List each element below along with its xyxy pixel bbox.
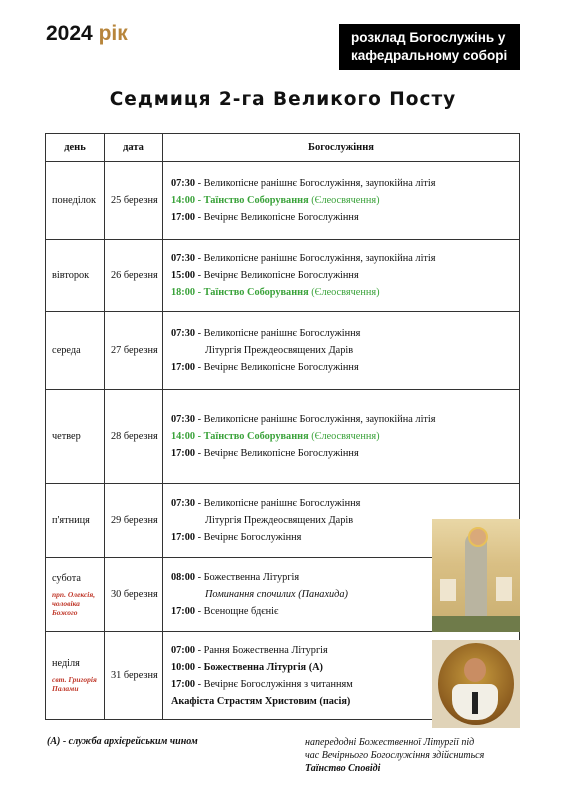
service-line: 17:00 - Вечірнє Богослужіння з читанням: [171, 678, 353, 690]
day-label: субота: [52, 572, 81, 584]
service-line: 10:00 - Божественна Літургія (А): [171, 661, 323, 673]
service-line: 17:00 - Вечірнє Великопісне Богослужіння: [171, 448, 359, 459]
saint-gregory-palamas-icon: [432, 640, 520, 728]
page-title: Седмиця 2-га Великого Посту: [109, 89, 457, 110]
day-cell: четвер: [46, 390, 105, 484]
services-cell: [163, 312, 520, 390]
services-cell: [163, 162, 520, 240]
date-cell: 28 березня: [105, 390, 163, 484]
badge-line-2: кафедральному соборі: [351, 48, 508, 63]
table-row: [46, 162, 520, 240]
service-line: 07:30 - Великопісне ранішнє Богослужіння, заупокійна літія: [171, 178, 436, 189]
saint-commemoration: свт. Григорія Палами: [52, 675, 97, 693]
footer-legend: (А) - служба архієрейським чином: [47, 736, 198, 747]
service-line: 17:00 - Вечірнє Богослужіння: [171, 532, 302, 543]
year-number: 2024: [46, 22, 93, 45]
services-cell: [163, 390, 520, 484]
column-header-date: дата: [105, 134, 163, 162]
day-cell: середа: [46, 312, 105, 390]
date-cell: 29 березня: [105, 484, 163, 558]
service-line: 07:30 - Великопісне ранішнє Богослужіння: [171, 498, 361, 509]
services-cell: [163, 240, 520, 312]
service-line: 07:30 - Великопісне ранішнє Богослужіння: [171, 328, 361, 339]
service-line: Поминання спочилих (Панахида): [205, 589, 348, 600]
footer-note-line-3: Таїнство Сповіді: [305, 763, 381, 774]
service-line: Літургія Преждеосвящених Дарів: [205, 515, 354, 526]
schedule-badge: [339, 24, 520, 70]
day-cell: вівторок: [46, 240, 105, 312]
column-header-day: день: [46, 134, 105, 162]
service-line: 17:00 - Вечірнє Великопісне Богослужіння: [171, 362, 359, 373]
service-line: 07:00 - Рання Божественна Літургія: [171, 644, 328, 656]
footer-note-line-1: напередодні Божественної Літургії під: [305, 737, 475, 748]
table-row: [46, 240, 520, 312]
column-header-services: Богослужіння: [163, 134, 520, 162]
service-line: 07:30 - Великопісне ранішнє Богослужіння, заупокійна літія: [171, 253, 436, 264]
table-row: [46, 390, 520, 484]
service-line-highlight: 14:00 - Таїнство Соборування (Єлеосвячення): [171, 195, 380, 206]
date-cell: 26 березня: [105, 240, 163, 312]
footer-confession-note: [305, 736, 505, 775]
date-cell: 31 березня: [105, 632, 163, 720]
service-line-highlight: 18:00 - Таїнство Соборування (Єлеосвячення): [171, 287, 380, 298]
day-cell: понеділок: [46, 162, 105, 240]
table-row: [46, 312, 520, 390]
day-cell: п'ятниця: [46, 484, 105, 558]
saint-commemoration: прп. Олексія, чоловіка Божого: [52, 589, 96, 617]
day-cell: [46, 558, 105, 632]
year-word: рік: [98, 22, 128, 45]
date-cell: 27 березня: [105, 312, 163, 390]
footer-note-line-2: час Вечірнього Богослужіння здійсниться: [305, 750, 485, 761]
service-line: 17:00 - Всенощне бдєніє: [171, 606, 279, 617]
day-label: неділя: [52, 658, 80, 669]
badge-line-1: розклад Богослужінь у: [351, 30, 506, 45]
saint-alexius-icon: [432, 519, 520, 632]
service-line: Акафіста Страстям Христовим (пасія): [171, 695, 351, 707]
year-label: [46, 22, 128, 46]
day-cell: [46, 632, 105, 720]
service-line: Літургія Преждеосвящених Дарів: [205, 345, 354, 356]
service-line: 15:00 - Вечірнє Великопісне Богослужіння: [171, 270, 359, 281]
table-header-row: [46, 134, 520, 162]
date-cell: 30 березня: [105, 558, 163, 632]
service-line: 17:00 - Вечірнє Великопісне Богослужіння: [171, 212, 359, 223]
service-line-highlight: 14:00 - Таїнство Соборування (Єлеосвячення): [171, 431, 380, 442]
service-line: 07:30 - Великопісне ранішнє Богослужіння, заупокійна літія: [171, 414, 436, 425]
service-line: 08:00 - Божественна Літургія: [171, 572, 300, 583]
date-cell: 25 березня: [105, 162, 163, 240]
